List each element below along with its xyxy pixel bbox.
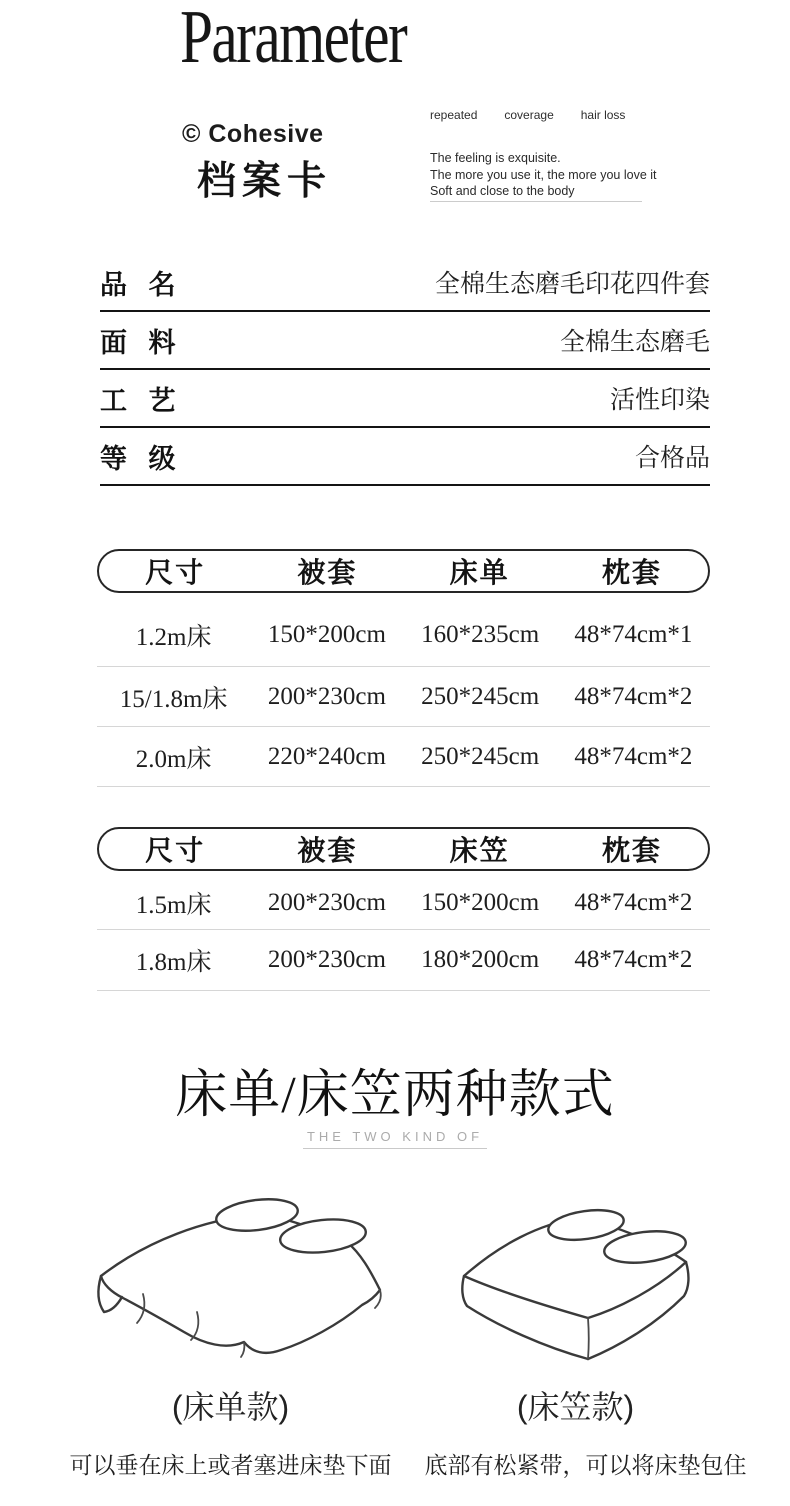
fitted-style-bed-illustration [438, 1198, 718, 1368]
spec-row [100, 254, 710, 312]
size-cell: 220*240cm [267, 742, 386, 770]
size-cell: 1.5m床 [135, 892, 212, 919]
header-cell: 尺寸 [145, 835, 206, 866]
keyword-item: hair loss [580, 108, 626, 122]
size-cell: 180*200cm [421, 946, 540, 973]
table-row [97, 727, 710, 787]
table-row [97, 871, 710, 930]
size-cell: 250*245cm [421, 742, 540, 770]
header-cell: 被套 [297, 557, 358, 588]
spec-row [100, 428, 710, 486]
size-cell: 1.8m床 [135, 949, 212, 976]
spec-value: 活性印染 [609, 387, 710, 414]
size-cell: 48*74cm*2 [574, 946, 693, 973]
size-cell: 200*230cm [267, 946, 386, 973]
figure-caption-sheet: 可以垂在床上或者塞进床垫下面 [69, 1452, 392, 1478]
spec-value: 全棉生态磨毛印花四件套 [434, 271, 710, 298]
section-subheading-wrap [0, 1128, 790, 1149]
figure-label-fitted: (床笠款) [516, 1389, 635, 1425]
size-cell: 48*74cm*2 [574, 682, 693, 710]
spec-value: 合格品 [634, 445, 710, 472]
size-table-fitted-header [97, 827, 710, 871]
header-cell: 被套 [297, 835, 358, 866]
header-cell: 床单 [449, 557, 510, 588]
size-cell: 200*230cm [267, 682, 386, 710]
page-title: Parameter [180, 0, 407, 79]
header-cell: 枕套 [601, 835, 662, 866]
size-cell: 160*235cm [421, 620, 540, 648]
size-cell: 1.2m床 [135, 623, 212, 651]
header-cell: 床笠 [449, 835, 510, 866]
spec-label: 等 级 [100, 443, 177, 474]
size-cell: 48*74cm*2 [574, 742, 693, 770]
size-cell: 200*230cm [267, 889, 386, 916]
size-table-sheet-header [97, 549, 710, 593]
section-heading: 床单/床笠两种款式 [175, 1067, 615, 1124]
spec-row [100, 370, 710, 428]
intro-line: Soft and close to the body [430, 184, 575, 198]
brand-card-label: 档案卡 [197, 160, 333, 203]
table-row [97, 667, 710, 727]
spec-table [100, 254, 710, 486]
intro-paragraph [430, 150, 657, 200]
header-cell: 尺寸 [145, 557, 206, 588]
size-cell: 150*200cm [421, 889, 540, 916]
size-table-fitted [97, 827, 710, 991]
size-cell: 2.0m床 [135, 745, 212, 773]
spec-label: 面 料 [100, 327, 177, 358]
size-cell: 250*245cm [421, 682, 540, 710]
size-cell: 150*200cm [267, 620, 386, 648]
size-table-sheet [97, 549, 710, 787]
section-subheading: THE TWO KIND OF [303, 1129, 487, 1149]
spec-value: 全棉生态磨毛 [559, 329, 710, 356]
spec-row [100, 312, 710, 370]
table-row [97, 593, 710, 667]
size-cell: 48*74cm*1 [574, 620, 693, 648]
keyword-item: coverage [504, 108, 554, 122]
intro-line: The feeling is exquisite. [430, 151, 561, 165]
spec-label: 品 名 [100, 269, 177, 300]
intro-line: The more you use it, the more you love it [430, 167, 657, 182]
size-cell: 48*74cm*2 [574, 889, 693, 916]
figure-caption-fitted: 底部有松紧带，可以将床垫包住 [424, 1452, 747, 1478]
sheet-style-bed-illustration [85, 1192, 400, 1377]
figure-label-sheet: (床单款) [171, 1389, 290, 1425]
size-cell: 15/1.8m床 [119, 685, 228, 713]
spec-label: 工 艺 [100, 385, 177, 416]
intro-keywords [430, 108, 625, 122]
table-row [97, 930, 710, 991]
brand-copyright: © Cohesive [182, 120, 324, 148]
header-cell: 枕套 [601, 557, 662, 588]
intro-divider [430, 201, 642, 202]
keyword-item: repeated [430, 108, 478, 122]
